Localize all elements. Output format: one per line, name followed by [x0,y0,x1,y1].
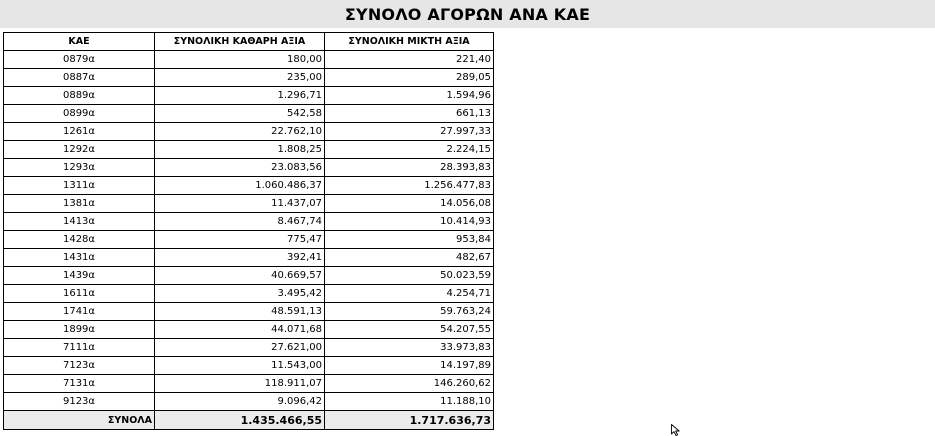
table-row [4,231,494,249]
gross-value-cell: 14.197,89 [325,357,494,375]
net-value-cell: 23.083,56 [155,159,325,177]
mouse-pointer-icon [671,424,683,436]
column-header-kae: ΚΑΕ [4,33,155,51]
kae-cell: 9123α [4,393,155,411]
gross-value-cell: 1.594,96 [325,87,494,105]
gross-value-cell: 661,13 [325,105,494,123]
gross-value-cell: 10.414,93 [325,213,494,231]
net-value-cell: 11.437,07 [155,195,325,213]
table-row [4,69,494,87]
table-row [4,123,494,141]
kae-cell: 0887α [4,69,155,87]
net-value-cell: 48.591,13 [155,303,325,321]
kae-cell: 1413α [4,213,155,231]
column-header-gross-value: ΣΥΝΟΛΙΚΗ ΜΙΚΤΗ ΑΞΙΑ [325,33,494,51]
gross-value-cell: 11.188,10 [325,393,494,411]
gross-value-cell: 4.254,71 [325,285,494,303]
net-value-cell: 9.096,42 [155,393,325,411]
gross-value-cell: 1.256.477,83 [325,177,494,195]
table-header-row [4,33,494,51]
column-header-net-value: ΣΥΝΟΛΙΚΗ ΚΑΘΑΡΗ ΑΞΙΑ [155,33,325,51]
gross-value-cell: 28.393,83 [325,159,494,177]
table-row [4,51,494,69]
kae-cell: 1261α [4,123,155,141]
net-value-cell: 27.621,00 [155,339,325,357]
report-title: ΣΥΝΟΛΟ ΑΓΟΡΩΝ ΑΝΑ ΚΑΕ [344,4,591,24]
total-gross-value: 1.717.636,73 [325,411,494,430]
gross-value-cell: 953,84 [325,231,494,249]
kae-cell: 7131α [4,375,155,393]
net-value-cell: 542,58 [155,105,325,123]
kae-cell: 1741α [4,303,155,321]
net-value-cell: 44.071,68 [155,321,325,339]
kae-cell: 1381α [4,195,155,213]
table-row [4,105,494,123]
table-row [4,357,494,375]
gross-value-cell: 482,67 [325,249,494,267]
table-row [4,177,494,195]
table-row [4,393,494,411]
gross-value-cell: 50.023,59 [325,267,494,285]
purchases-by-kae-table [3,32,494,430]
table-row [4,141,494,159]
net-value-cell: 3.495,42 [155,285,325,303]
gross-value-cell: 289,05 [325,69,494,87]
net-value-cell: 392,41 [155,249,325,267]
net-value-cell: 180,00 [155,51,325,69]
kae-cell: 1293α [4,159,155,177]
gross-value-cell: 54.207,55 [325,321,494,339]
kae-cell: 1899α [4,321,155,339]
kae-cell: 1292α [4,141,155,159]
gross-value-cell: 33.973,83 [325,339,494,357]
table-row [4,159,494,177]
net-value-cell: 1.060.486,37 [155,177,325,195]
kae-cell: 0899α [4,105,155,123]
table-row [4,339,494,357]
total-net-value: 1.435.466,55 [155,411,325,430]
net-value-cell: 40.669,57 [155,267,325,285]
net-value-cell: 11.543,00 [155,357,325,375]
net-value-cell: 235,00 [155,69,325,87]
gross-value-cell: 59.763,24 [325,303,494,321]
kae-cell: 0879α [4,51,155,69]
report-title-bar [0,0,935,28]
net-value-cell: 118.911,07 [155,375,325,393]
totals-label: ΣΥΝΟΛΑ [4,411,155,430]
table-row [4,267,494,285]
table-row [4,375,494,393]
gross-value-cell: 221,40 [325,51,494,69]
gross-value-cell: 14.056,08 [325,195,494,213]
gross-value-cell: 27.997,33 [325,123,494,141]
kae-cell: 7123α [4,357,155,375]
kae-cell: 1311α [4,177,155,195]
net-value-cell: 775,47 [155,231,325,249]
table-row [4,195,494,213]
totals-row [4,411,494,430]
net-value-cell: 1.808,25 [155,141,325,159]
table-row [4,285,494,303]
table-row [4,87,494,105]
table-row [4,321,494,339]
table-row [4,213,494,231]
kae-cell: 7111α [4,339,155,357]
kae-cell: 1439α [4,267,155,285]
table-row [4,249,494,267]
net-value-cell: 22.762,10 [155,123,325,141]
kae-cell: 1611α [4,285,155,303]
net-value-cell: 1.296,71 [155,87,325,105]
kae-cell: 0889α [4,87,155,105]
gross-value-cell: 146.260,62 [325,375,494,393]
net-value-cell: 8.467,74 [155,213,325,231]
kae-cell: 1431α [4,249,155,267]
kae-cell: 1428α [4,231,155,249]
table-row [4,303,494,321]
gross-value-cell: 2.224,15 [325,141,494,159]
